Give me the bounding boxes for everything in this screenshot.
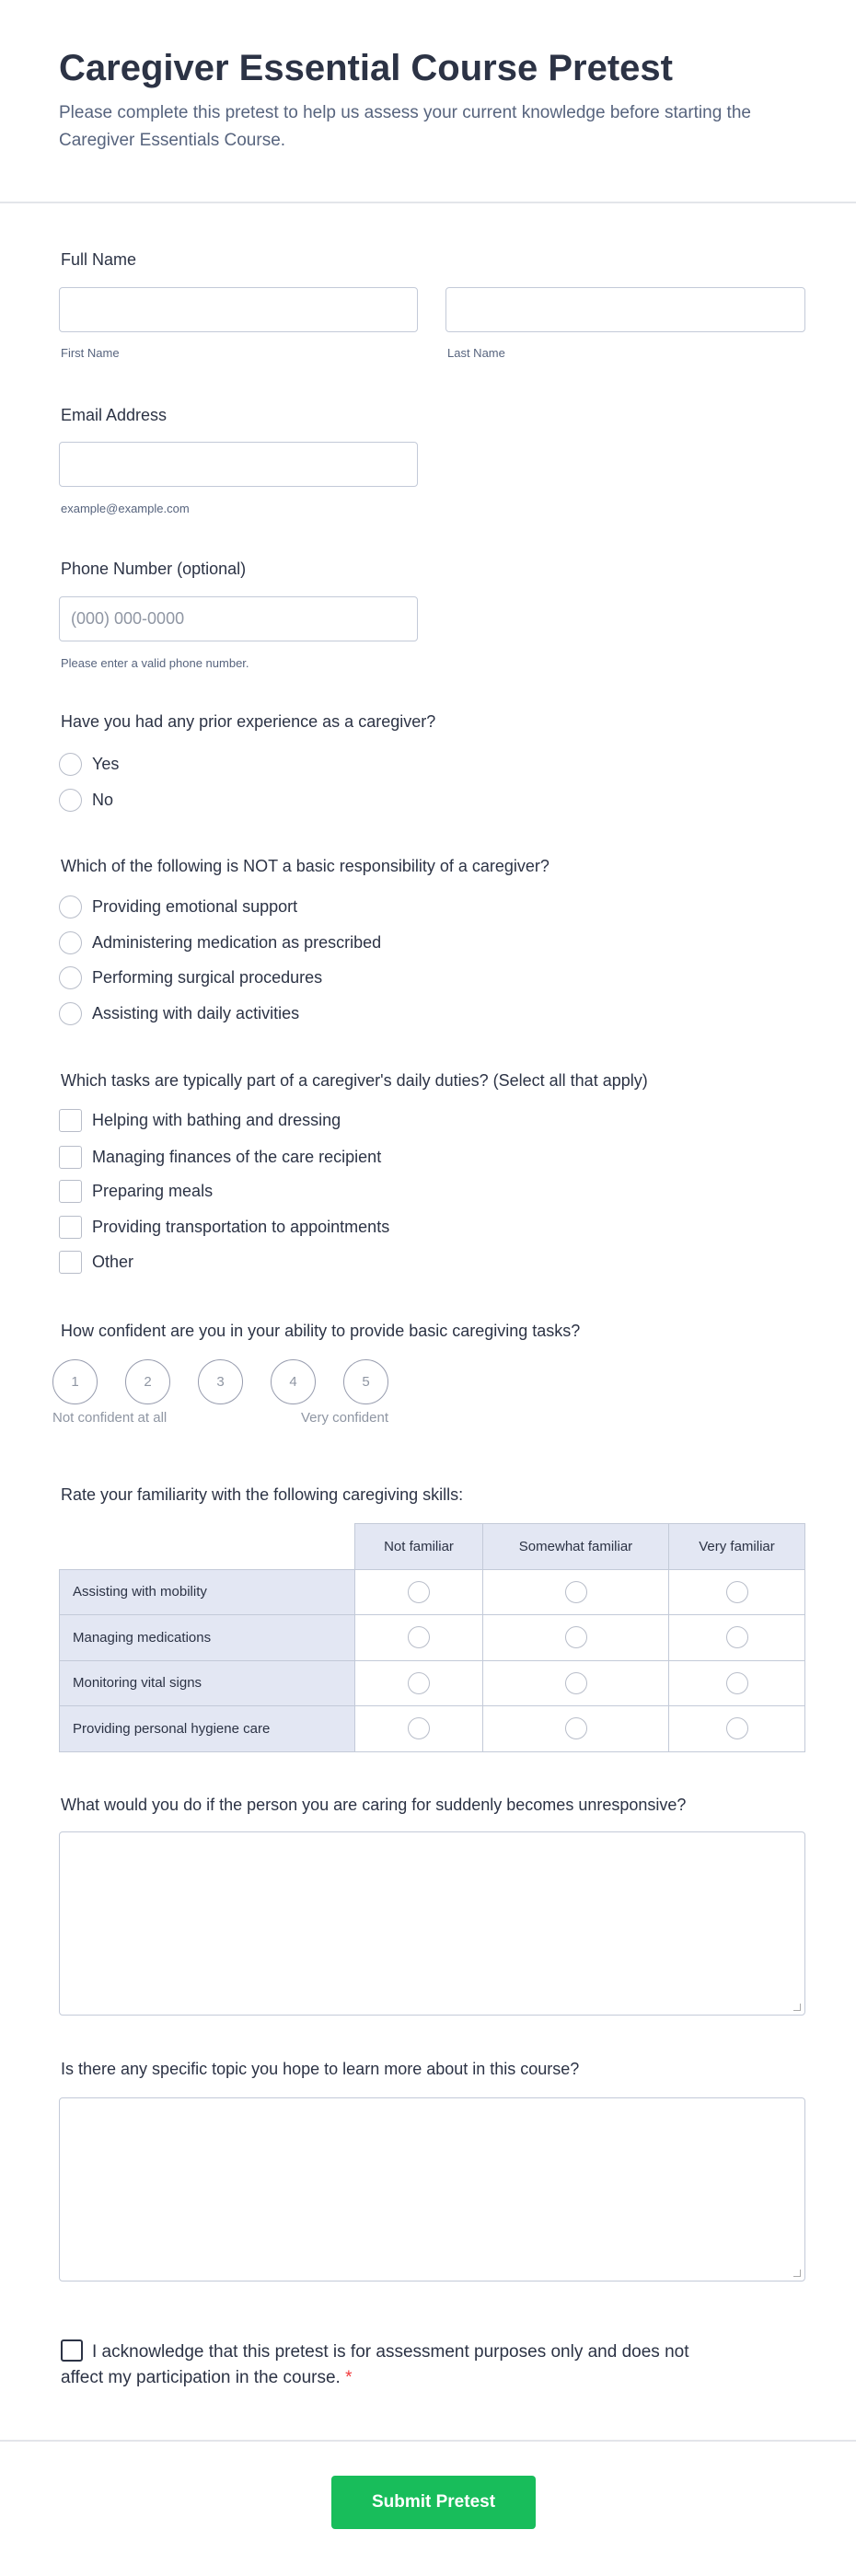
checkbox[interactable] <box>59 1146 82 1169</box>
radio-button[interactable] <box>59 966 82 989</box>
page-title: Caregiver Essential Course Pretest <box>59 48 673 88</box>
checkbox-option[interactable] <box>59 1180 213 1203</box>
familiarity-question: Rate your familiarity with the following caregiving skills: <box>61 1485 464 1504</box>
last-name-sublabel: Last Name <box>447 346 505 360</box>
matrix-cell[interactable] <box>355 1615 483 1661</box>
option-label: No <box>92 791 114 809</box>
option-label: Preparing meals <box>92 1182 214 1200</box>
first-name-input[interactable] <box>59 287 418 332</box>
resize-handle-icon[interactable] <box>793 2270 801 2277</box>
checkbox[interactable] <box>59 1251 82 1274</box>
matrix-cell[interactable] <box>355 1569 483 1615</box>
resize-handle-icon[interactable] <box>793 2004 801 2011</box>
acknowledge-field <box>61 2339 696 2391</box>
checkbox-option[interactable] <box>59 1109 341 1132</box>
matrix-row <box>60 1569 805 1615</box>
column-header: Very familiar <box>669 1524 805 1570</box>
radio-option[interactable] <box>59 966 322 989</box>
radio-option-yes[interactable] <box>59 753 119 776</box>
radio-button[interactable] <box>408 1626 430 1648</box>
radio-button[interactable] <box>408 1717 430 1739</box>
not-basic-question: Which of the following is NOT a basic responsibility of a caregiver? <box>61 857 549 875</box>
radio-button[interactable] <box>59 931 82 954</box>
footer-divider <box>0 2440 856 2442</box>
option-label: Providing emotional support <box>92 897 298 916</box>
matrix-row <box>60 1660 805 1706</box>
unresponsive-textarea[interactable] <box>59 1831 805 2016</box>
scale-min-label: Not confident at all <box>52 1410 168 1426</box>
radio-button[interactable] <box>565 1581 587 1603</box>
phone-input[interactable]: (000) 000-0000 <box>59 596 418 641</box>
matrix-row <box>60 1615 805 1661</box>
option-label: Assisting with daily activities <box>92 1004 300 1022</box>
header-divider <box>0 202 856 203</box>
option-label: Providing transportation to appointments <box>92 1218 390 1236</box>
column-header: Somewhat familiar <box>483 1524 669 1570</box>
familiarity-matrix <box>59 1523 805 1752</box>
email-label: Email Address <box>61 406 168 424</box>
option-label: Administering medication as prescribed <box>92 933 382 952</box>
acknowledge-text: I acknowledge that this pretest is for assessment purposes only and does not affect my participation in the course. <box>61 2342 689 2387</box>
checkbox-option[interactable] <box>59 1216 389 1239</box>
first-name-sublabel: First Name <box>61 346 120 360</box>
acknowledge-checkbox[interactable] <box>61 2339 83 2362</box>
radio-button[interactable] <box>726 1626 748 1648</box>
matrix-header-row <box>60 1524 805 1570</box>
option-label: Performing surgical procedures <box>92 968 323 987</box>
topic-textarea[interactable] <box>59 2097 805 2281</box>
scale-option-1[interactable]: 1 <box>52 1359 98 1404</box>
matrix-cell[interactable] <box>669 1569 805 1615</box>
phone-label: Phone Number (optional) <box>61 560 247 578</box>
matrix-cell[interactable] <box>355 1706 483 1752</box>
radio-button[interactable] <box>565 1672 587 1694</box>
row-label: Assisting with mobility <box>60 1569 355 1615</box>
email-input[interactable] <box>59 442 418 487</box>
matrix-cell[interactable] <box>355 1660 483 1706</box>
page-subtitle: Please complete this pretest to help us assess your current knowledge before starting the Caregiver Essentials Course. <box>59 103 751 150</box>
radio-option-no[interactable] <box>59 789 113 812</box>
matrix-cell[interactable] <box>669 1706 805 1752</box>
scale-max-label: Very confident <box>300 1410 388 1426</box>
radio-button[interactable] <box>565 1626 587 1648</box>
row-label: Monitoring vital signs <box>60 1660 355 1706</box>
radio-button[interactable] <box>408 1672 430 1694</box>
confidence-question: How confident are you in your ability to provide basic caregiving tasks? <box>61 1322 581 1340</box>
topic-question: Is there any specific topic you hope to learn more about in this course? <box>61 2060 580 2078</box>
radio-button[interactable] <box>408 1581 430 1603</box>
scale-option-3[interactable]: 3 <box>198 1359 243 1404</box>
row-label: Providing personal hygiene care <box>60 1706 355 1752</box>
row-label: Managing medications <box>60 1615 355 1661</box>
last-name-input[interactable] <box>445 287 805 332</box>
required-asterisk: * <box>345 2368 353 2387</box>
radio-button[interactable] <box>59 895 82 918</box>
option-label: Yes <box>92 755 120 773</box>
radio-button[interactable] <box>59 789 82 812</box>
checkbox-option[interactable] <box>59 1251 133 1274</box>
scale-option-4[interactable]: 4 <box>271 1359 316 1404</box>
radio-option[interactable] <box>59 895 297 918</box>
radio-option[interactable] <box>59 931 381 954</box>
radio-button[interactable] <box>59 753 82 776</box>
matrix-cell[interactable] <box>483 1706 669 1752</box>
scale-option-2[interactable]: 2 <box>125 1359 170 1404</box>
matrix-cell[interactable] <box>669 1615 805 1661</box>
radio-button[interactable] <box>726 1717 748 1739</box>
radio-button[interactable] <box>726 1581 748 1603</box>
checkbox[interactable] <box>59 1180 82 1203</box>
matrix-cell[interactable] <box>483 1569 669 1615</box>
column-header: Not familiar <box>355 1524 483 1570</box>
matrix-cell[interactable] <box>483 1615 669 1661</box>
checkbox[interactable] <box>59 1216 82 1239</box>
radio-button[interactable] <box>565 1717 587 1739</box>
phone-helper: Please enter a valid phone number. <box>61 656 249 670</box>
checkbox-option[interactable] <box>59 1146 381 1169</box>
radio-option[interactable] <box>59 1002 299 1025</box>
radio-button[interactable] <box>59 1002 82 1025</box>
full-name-label: Full Name <box>61 250 137 269</box>
matrix-cell[interactable] <box>669 1660 805 1706</box>
matrix-row <box>60 1706 805 1752</box>
unresponsive-question: What would you do if the person you are caring for suddenly becomes unresponsive? <box>61 1796 687 1814</box>
experience-question: Have you had any prior experience as a caregiver? <box>61 712 436 731</box>
tasks-question: Which tasks are typically part of a caregiver's daily duties? (Select all that apply) <box>61 1071 648 1090</box>
scale-option-5[interactable]: 5 <box>343 1359 388 1404</box>
option-label: Managing finances of the care recipient <box>92 1148 382 1166</box>
matrix-corner <box>60 1524 355 1570</box>
radio-button[interactable] <box>726 1672 748 1694</box>
email-helper: example@example.com <box>61 502 190 515</box>
option-label: Other <box>92 1253 134 1271</box>
checkbox[interactable] <box>59 1109 82 1132</box>
option-label: Helping with bathing and dressing <box>92 1111 341 1129</box>
submit-button[interactable]: Submit Pretest <box>331 2476 536 2529</box>
matrix-cell[interactable] <box>483 1660 669 1706</box>
